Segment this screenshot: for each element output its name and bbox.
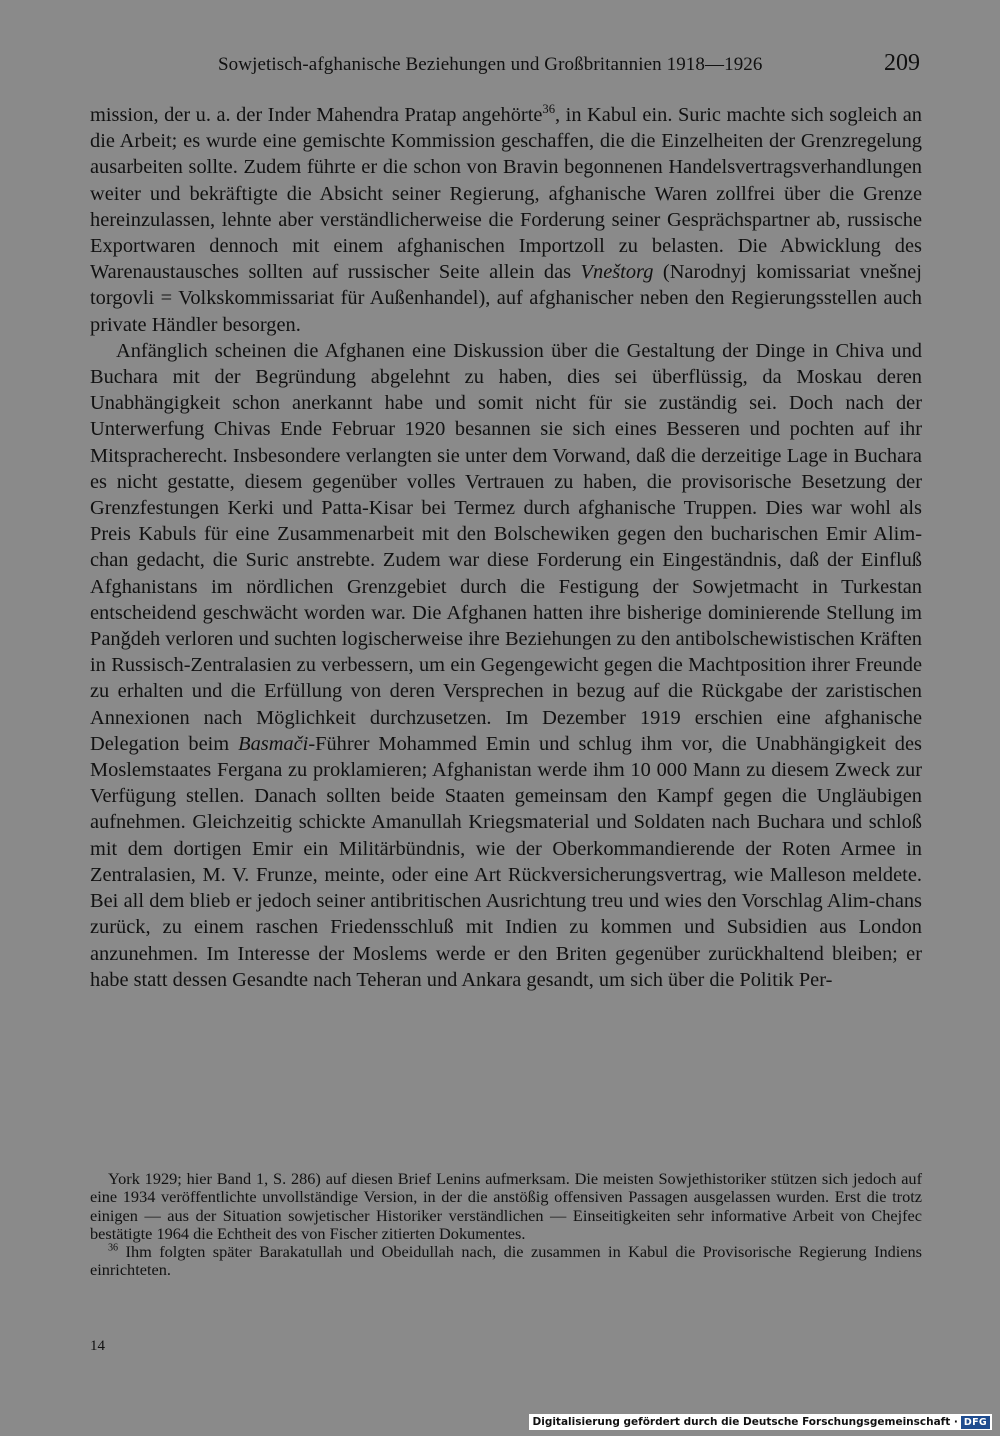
- paragraph-2-text-b: -Führer Mohammed Emin und schlug ihm vor, die Unabhängigkeit des Moslemstaates Fergana zu proklamieren; Afghanistan werde ihm 10 000 Mann zu diesem Zweck zur Verfügung stellen. Danach sollten beide Staaten gemeinsam den Kampf gegen die Ungläubigen aufnehmen. Gleichzeitig schickte Amanullah Kriegsmaterial und Soldaten nach Buchara und schloß mit dem dortigen Emir ein Militärbündnis, wie der Oberkommandierende der Roten Armee in Zentralasien, M. V. Frunze, meinte, oder eine Art Rückversicherungsvertrag, wie Malleson meldete. Bei all dem blieb er jedoch seiner antibritischen Ausrichtung treu und wies den Vorschlag Alim-chans zurück, zu einem raschen Friedensschluß mit Indien zu kommen und Subsidien aus London anzunehmen. Im Interesse der Moslems werde er den Briten gegenüber zurückhaltend bleiben; er habe statt dessen Gesandte nach Teheran und Ankara gesandt, um sich über die Politik Per-: [90, 732, 922, 991]
- paragraph-2: [90, 338, 922, 993]
- term-basmaci: Basmači: [238, 732, 309, 755]
- footnotes: [90, 1170, 922, 1280]
- footnote-continued: York 1929; hier Band 1, S. 286) auf diesen Brief Lenins aufmerksam. Die meisten Sowjethistoriker stützen sich jedoch auf eine 1934 veröffentlichte unvollständige Version, in der die anstößig offensiven Passagen ausgelassen wurden. Erst die trotz einigen — aus der Situation sowjetischer Historiker verständlichen — Einseitigkeiten sehr informative Arbeit von Chejfec bestätigte 1964 die Echtheit des von Fischer zitierten Dokumentes.: [90, 1169, 922, 1243]
- paragraph-1-text-b: , in Kabul ein. Suric machte sich sogleich an die Arbeit; es wurde eine gemischte Kommission geschaffen, die die Einzelheiten der Grenzregelung ausarbeiten sollte. Zudem führte er die schon von Bravin begonnenen Handelsvertragsverhandlungen weiter und bekräftigte die Absicht seiner Regierung, afghanische Waren zollfrei über die Grenze hereinzulassen, lehnte aber verständlicherweise die Forderung seiner Gesprächspartner ab, russische Exportwaren dennoch mit einem afghanischen Importzoll zu belasten. Die Abwicklung des Warenaustausches sollten auf russischer Seite allein das: [90, 104, 922, 284]
- sheet-signature: 14: [90, 1338, 105, 1354]
- page-number: 209: [884, 50, 920, 76]
- credit-text: Digitalisierung gefördert durch die Deutsche Forschungsgemeinschaft ·: [532, 1416, 958, 1428]
- paragraph-1-text-c: (Narodnyj komissariat vnešnej torgovli = Volkskommissariat für Außenhandel), auf afghanischer neben den Regierungsstellen auch private Händler besorgen.: [90, 261, 922, 336]
- running-title: Sowjetisch-afghanische Beziehungen und Großbritannien 1918—1926: [218, 54, 763, 75]
- running-head: [90, 50, 920, 82]
- term-vnestorg: Vneštorg: [580, 261, 654, 284]
- footnote-36-marker: 36: [108, 1242, 119, 1254]
- dfg-logo-icon: DFG: [961, 1416, 990, 1429]
- footnote-36-text: Ihm folgten später Barakatullah und Obeidullah nach, die zusammen in Kabul die Provisorische Regierung Indiens einrichteten.: [90, 1242, 922, 1280]
- main-text: [90, 102, 922, 993]
- paragraph-1-text-a: mission, der u. a. der Inder Mahendra Pratap angehörte: [90, 104, 543, 126]
- paragraph-1: [90, 102, 922, 338]
- footnote-36: [90, 1243, 922, 1280]
- digitization-credit: [529, 1414, 993, 1430]
- paragraph-2-text-a: Anfänglich scheinen die Afghanen eine Diskussion über die Gestaltung der Dinge in Chiva und Buchara mit der Begründung abgelehnt zu haben, dies sei überflüssig, da Moskau deren Unabhängigkeit schon anerkannt habe und somit nicht für sie zuständig sei. Doch nach der Unterwerfung Chivas Ende Februar 1920 besannen sie sich eines Besseren und pochten auf ihr Mitspracherecht. Insbesondere verlangten sie unter dem Vorwand, daß die derzeitige Lage in Buchara es nicht gestatte, diesem gegenüber volles Vertrauen zu haben, die provisorische Besetzung der Grenzfestungen Kerki und Patta-Kisar bei Termez durch afghanische Truppen. Dies war wohl als Preis Kabuls für eine Zusammenarbeit mit den Bolschewiken gegen den bucharischen Emir Alim-chan gedacht, die Suric anstrebte. Zudem war diese Forderung ein Eingeständnis, daß der Einfluß Afghanistans im nördlichen Grenzgebiet durch die Festigung der Sowjetmacht in Turkestan entscheidend geschwächt worden war. Die Afghanen hatten ihre bisherige dominierende Stellung im Panǧdeh verloren und suchten logischerweise ihre Beziehungen zu den antibolschewistischen Kräften in Russisch-Zentralasien zu verbessern, um ein Gegengewicht gegen die Machtposition ihrer Freunde zu erhalten und die Erfüllung von deren Versprechen in bezug auf die Rückgabe der zaristischen Annexionen nach Möglichkeit durchzusetzen. Im Dezember 1919 erschien eine afghanische Delegation beim: [90, 339, 922, 755]
- footnote-ref-36: 36: [542, 102, 556, 117]
